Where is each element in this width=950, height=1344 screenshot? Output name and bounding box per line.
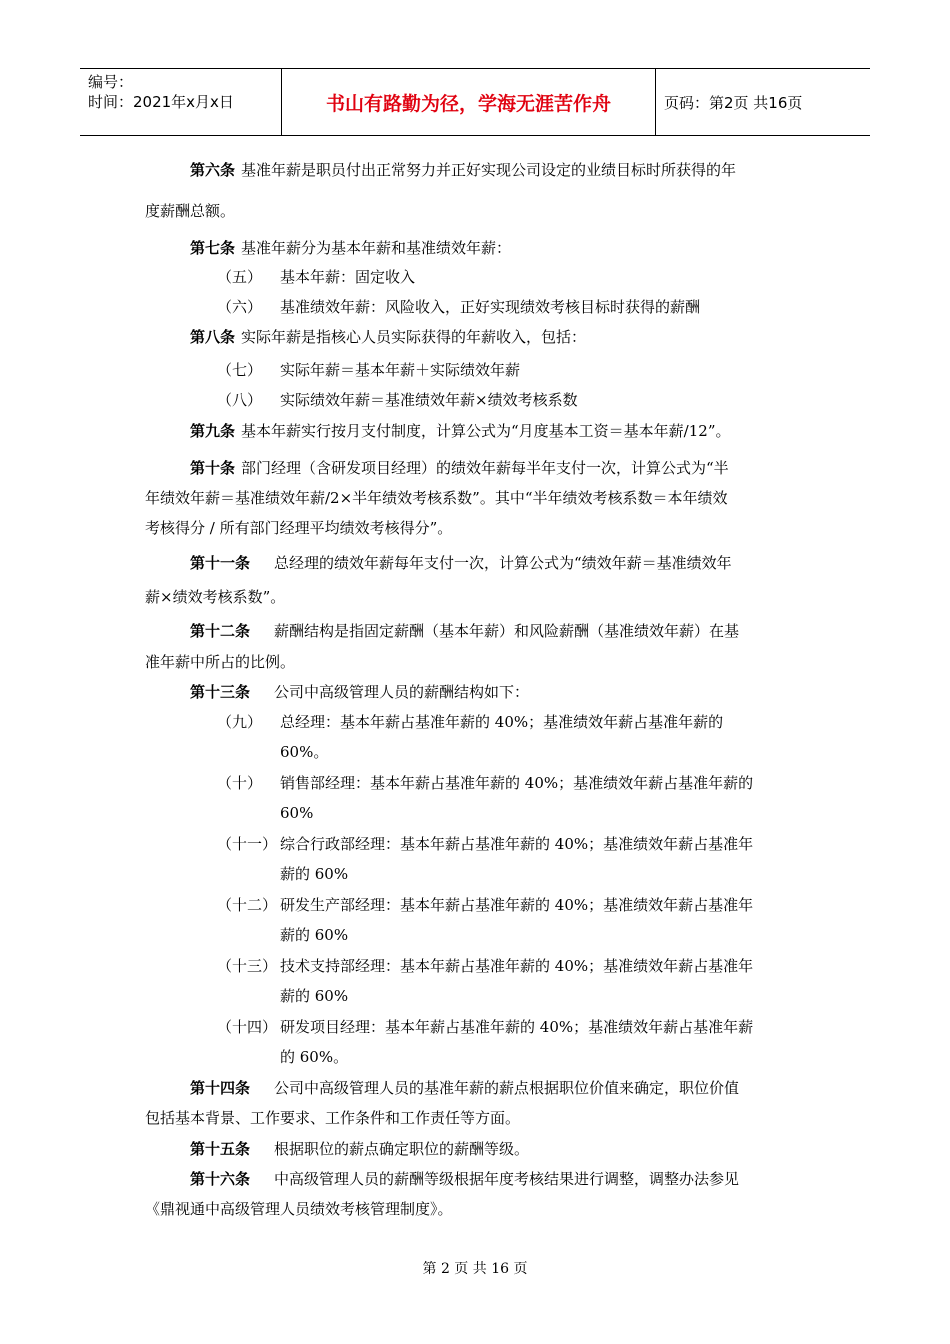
header-meta — [80, 69, 282, 135]
article-heading: 第九条 — [190, 422, 236, 440]
article-text: 基准年薪分为基本年薪和基准绩效年薪： — [241, 239, 512, 257]
article-15 — [145, 1134, 810, 1165]
list-number: （八） — [217, 391, 263, 409]
article-text: 根据职位的薪点确定职位的薪酬等级。 — [274, 1140, 530, 1158]
article-10-cont: 考核得分 / 所有部门经理平均绩效考核得分”。 — [145, 519, 453, 537]
list-text: 实际年薪＝基本年薪＋实际绩效年薪 — [280, 361, 521, 379]
list-text: 研发项目经理：基本年薪占基准年薪的 40%；基准绩效年薪占基准年薪 — [280, 1018, 754, 1036]
article-16-cont: 《鼎视通中高级管理人员绩效考核管理制度》。 — [145, 1200, 453, 1218]
list-number: （十一） — [217, 835, 278, 853]
list-text: 基准绩效年薪：风险收入，正好实现绩效考核目标时获得的薪酬 — [280, 298, 701, 316]
article-heading: 第十一条 — [190, 554, 251, 572]
page-header — [80, 68, 870, 136]
article-9 — [145, 416, 810, 447]
article-text: 总经理的绩效年薪每年支付一次，计算公式为“绩效年薪＝基准绩效年 — [274, 554, 732, 572]
article-heading: 第十五条 — [190, 1140, 251, 1158]
list-item — [217, 355, 810, 386]
list-text: 研发生产部经理：基本年薪占基准年薪的 40%；基准绩效年薪占基准年 — [280, 896, 754, 914]
article-heading: 第八条 — [190, 328, 236, 346]
list-item — [217, 292, 810, 323]
page-footer: 第 2 页 共 16 页 — [422, 1261, 528, 1277]
list-number: （十三） — [217, 957, 278, 975]
list-text: 基本年薪：固定收入 — [280, 268, 416, 286]
article-7 — [145, 233, 810, 264]
list-item — [217, 890, 810, 921]
list-item — [217, 262, 810, 293]
list-item — [217, 829, 810, 860]
article-14 — [145, 1073, 810, 1104]
header-page-info: 页码：第2页 共16页 — [664, 93, 803, 112]
article-text: 公司中高级管理人员的薪酬结构如下： — [274, 683, 530, 701]
article-heading: 第十二条 — [190, 622, 251, 640]
article-heading: 第十四条 — [190, 1079, 251, 1097]
article-heading: 第十条 — [190, 459, 236, 477]
article-heading: 第十六条 — [190, 1170, 251, 1188]
article-10 — [145, 453, 810, 484]
header-motto: 书山有路勤为径，学海无涯苦作舟 — [282, 69, 656, 135]
code-label: 编号： — [88, 73, 134, 91]
article-heading: 第十三条 — [190, 683, 251, 701]
list-item — [217, 1012, 810, 1043]
list-item — [217, 385, 810, 416]
list-number: （十） — [217, 774, 263, 792]
article-heading: 第六条 — [190, 161, 236, 179]
list-text: 实际绩效年薪＝基准绩效年薪×绩效考核系数 — [280, 391, 578, 409]
article-text: 薪酬结构是指固定薪酬（基本年薪）和风险薪酬（基准绩效年薪）在基 — [274, 622, 740, 640]
article-6 — [145, 155, 810, 186]
list-item-cont: 60% — [280, 804, 314, 822]
list-item-cont: 60%。 — [280, 743, 329, 761]
article-10-cont: 年绩效年薪＝基准绩效年薪/2×半年绩效考核系数”。其中“半年绩效考核系数＝本年绩效 — [145, 489, 728, 507]
article-16 — [145, 1164, 810, 1195]
list-text: 技术支持部经理：基本年薪占基准年薪的 40%；基准绩效年薪占基准年 — [280, 957, 754, 975]
list-item-cont: 薪的 60% — [280, 987, 349, 1005]
article-text: 实际年薪是指核心人员实际获得的年薪收入，包括： — [241, 328, 587, 346]
list-number: （六） — [217, 298, 263, 316]
list-number: （七） — [217, 361, 263, 379]
article-text: 基准年薪是职员付出正常努力并正好实现公司设定的业绩目标时所获得的年 — [241, 161, 737, 179]
article-heading: 第七条 — [190, 239, 236, 257]
list-item — [217, 768, 810, 799]
article-12-cont: 准年薪中所占的比例。 — [145, 653, 296, 671]
article-11 — [145, 548, 810, 579]
list-number: （十二） — [217, 896, 278, 914]
article-6-cont: 度薪酬总额。 — [145, 202, 236, 220]
article-text: 中高级管理人员的薪酬等级根据年度考核结果进行调整，调整办法参见 — [274, 1170, 740, 1188]
list-item-cont: 薪的 60% — [280, 926, 349, 944]
list-item-cont: 的 60%。 — [280, 1048, 349, 1066]
article-text: 部门经理（含研发项目经理）的绩效年薪每半年支付一次，计算公式为“半 — [241, 459, 729, 477]
list-number: （九） — [217, 713, 263, 731]
list-item — [217, 951, 810, 982]
list-text: 综合行政部经理：基本年薪占基准年薪的 40%；基准绩效年薪占基准年 — [280, 835, 754, 853]
article-13 — [145, 677, 810, 708]
list-text: 总经理：基本年薪占基准年薪的 40%；基准绩效年薪占基准年薪的 — [280, 713, 724, 731]
list-item — [217, 707, 810, 738]
date-label: 时间：2021年x月x日 — [88, 93, 234, 111]
article-12 — [145, 616, 810, 647]
list-number: （五） — [217, 268, 263, 286]
article-8 — [145, 322, 810, 353]
article-text: 公司中高级管理人员的基准年薪的薪点根据职位价值来确定，职位价值 — [274, 1079, 740, 1097]
article-text: 基本年薪实行按月支付制度，计算公式为“月度基本工资＝基本年薪/12”。 — [241, 422, 731, 440]
list-item-cont: 薪的 60% — [280, 865, 349, 883]
list-number: （十四） — [217, 1018, 278, 1036]
article-14-cont: 包括基本背景、工作要求、工作条件和工作责任等方面。 — [145, 1109, 521, 1127]
article-11-cont: 薪×绩效考核系数”。 — [145, 588, 286, 606]
list-text: 销售部经理：基本年薪占基准年薪的 40%；基准绩效年薪占基准年薪的 — [280, 774, 754, 792]
